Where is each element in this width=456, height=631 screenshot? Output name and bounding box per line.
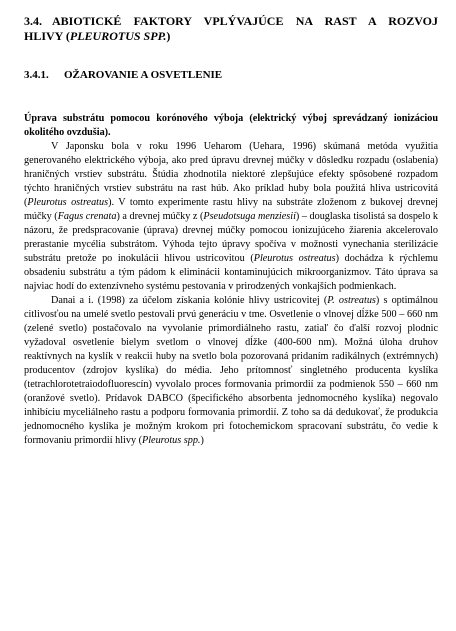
section-heading-line-1 [24,14,438,29]
text-run: ) a drevnej múčky z ( [116,211,204,222]
section-heading [24,14,438,44]
paragraph-danai-study [24,294,438,448]
section-number: 3.4. [24,14,42,28]
section-title-line-1: ABIOTICKÉ FAKTORY VPLÝVAJÚCE NA RAST A ROZVOJ [52,14,438,28]
section-title-line-2: HLIVY ( [24,29,70,43]
text-run: ). V tomto experimente rastu hlivy na substráte zloženom z bukovej drevnej múčky ( [24,197,438,222]
section-heading-line-2 [24,29,438,44]
latin-name: Fagus crenata [57,211,117,222]
latin-name: Pleurotus ostreatus [253,253,336,264]
paragraph-japan-study [24,140,438,294]
text-run: ) [200,435,204,446]
text-run: ) – douglaska tisolistá sa dospelo k názoru, že predspracovanie (úprava) drevnej múčky pomocou ionizujúceho žiarenia akcelerovalo prerastanie mycélia substrátom. Výhoda tejto úpravy spočíva v možnosti vynechania sterilizácie substrátu pretože po inokulácii hlivou ustricovitou ( [24,211,439,264]
latin-name: Pleurotus ostreatus [27,197,109,208]
subsection-heading [24,68,384,82]
latin-name: P. ostreatus [327,295,376,306]
section-title-close: ) [166,29,171,43]
subsection-number: 3.4.1. [24,69,49,81]
text-run: ) dochádza k rýchlemu obsadeniu substrátu a tým pádom k eliminácii kontaminujúcich mikroorganizmov. Táto úprava sa najviac hodí do extenzívneho systému pestovania v prirodzených vonkajších podmienkach. [24,253,438,292]
text-run: V Japonsku bola v roku 1996 Ueharom (Uehara, 1996) skúmaná metóda využitia generovaného elektrického výboja, ako pred úpravu drevnej múčky v dôsledku rozpadu (oslabenia) hraničných vrstiev substrátu. Štúdia zhodnotila niektoré zlepšujúce efekty spôsobené rozpadom týchto hraničných vrstiev substrátu na rast húb. Ako príklad huby bola použitá hliva ustricovitá ( [24,141,438,208]
section-title-species: PLEUROTUS SPP. [69,29,167,43]
latin-name: Pseudotsuga menziesii [203,211,296,222]
latin-name: Pleurotus spp. [142,435,201,446]
paragraph-lead: Úprava substrátu pomocou korónového výboja (elektrický výboj sprevádzaný ionizáciou okolitého ovzdušia). [24,113,438,138]
text-run: Danai a i. (1998) za účelom získania kolónie hlivy ustricovitej ( [51,295,328,306]
text-run: ) s optimálnou citlivosťou na umelé svetlo pestovali prvú generáciu v tme. Osvetlenie o vlnovej dĺžke 500 – 660 nm (zelené svetlo) postačovalo na vyvolanie primordiálneho rastu, zatiaľ čo ďalší rozvoj plodnic vyžadoval osvetlenie bielym svetlom o vlnovej dĺžke (400-600 nm). Možná úloha druhov reaktívnych na kyslík v reakcii huby na svetlo bola pozorovaná pridaním radikálnych (extrémnych) producentov (zdrojov kyslíka) do média. Jeho prítomnosť singletného producenta kyslíka (tetrachlorotetraiodofluorescín) vyvolalo proces formovania primordií za podmienok 550 – 660 nm (oranžové svetlo). Prídavok DABCO (špecifického absorbenta jednomocného kyslíka) negovalo inhibíciu myceliálneho rastu a podporu formovania primordií. Z toho sa dá dedukovať, že produkcia jednomocného kyslíka je možným krokom pri fotochemickom spracovaní substrátu, čo vedie k formovaniu primordií hlivy ( [24,295,438,446]
body-text [24,112,438,448]
subsection-title: OŽAROVANIE A OSVETLENIE [64,69,223,81]
